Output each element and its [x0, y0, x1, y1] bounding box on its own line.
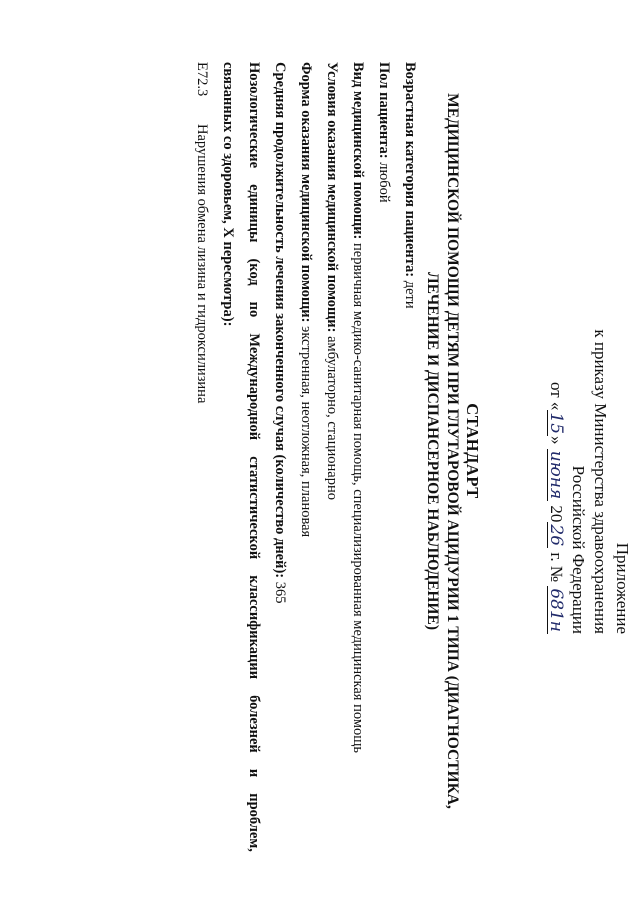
- nosology-word: (код: [246, 258, 262, 286]
- document-subtitle-line1: МЕДИЦИНСКОЙ ПОМОЩИ ДЕТЯМ ПРИ ГЛУТАРОВОЙ АЦИДУРИИ 1 ТИПА (ДИАГНОСТИКА,: [444, 93, 461, 809]
- nosology-word: болезней: [246, 695, 262, 753]
- nosology-heading-line1: [245, 62, 262, 852]
- nosology-word: Нозологические: [246, 62, 262, 169]
- field-label: Условия оказания медицинской помощи:: [324, 62, 340, 333]
- nosology-word: Международной: [246, 333, 262, 441]
- field-care-type: [349, 62, 366, 753]
- field-value: дети: [402, 280, 418, 309]
- field-treatment-duration: [271, 62, 288, 604]
- order-date-line: [546, 382, 566, 634]
- field-care-form: [297, 62, 314, 537]
- field-value: первичная медико-санитарная помощь, специализированная медицинская помощь: [350, 243, 366, 754]
- nosology-word: классификации: [246, 575, 262, 680]
- ministry-country: Российской Федерации: [569, 465, 588, 634]
- icd-code: E72.3: [194, 62, 210, 97]
- appendix-label: Приложение: [613, 542, 632, 634]
- nosology-word: по: [246, 301, 262, 318]
- nosology-heading-line2: связанных со здоровьем, X пересмотра):: [220, 62, 236, 327]
- document-title: СТАНДАРТ: [463, 403, 482, 499]
- date-month: июня: [546, 450, 566, 500]
- nosology-word: и: [246, 768, 262, 778]
- date-year: 26: [546, 524, 566, 547]
- date-day: 15: [546, 412, 566, 435]
- date-prefix: от «: [547, 381, 566, 411]
- field-age-category: [401, 62, 418, 309]
- field-label: Возрастная категория пациента:: [402, 62, 418, 278]
- field-label: Средняя продолжительность лечения законченного случая (количество дней):: [272, 62, 288, 579]
- field-value: амбулаторно, стационарно: [324, 336, 340, 500]
- field-value: экстренная, неотложная, плановая: [298, 326, 314, 538]
- nosology-word: единицы: [246, 184, 262, 243]
- field-care-conditions: [323, 62, 340, 500]
- field-label: Вид медицинской помощи:: [350, 62, 366, 240]
- icd-name: Нарушения обмена лизина и гидроксилизина: [194, 124, 210, 404]
- order-number: 681н: [546, 588, 566, 632]
- date-mid: »: [547, 436, 566, 445]
- field-value: любой: [376, 162, 392, 203]
- field-label: Пол пациента:: [376, 62, 392, 159]
- date-suffix: г. №: [547, 552, 566, 583]
- document-subtitle-line2: ЛЕЧЕНИЕ И ДИСПАНСЕРНОЕ НАБЛЮДЕНИЕ): [424, 272, 441, 630]
- nosology-word: проблем,: [246, 793, 262, 852]
- field-label: Форма оказания медицинской помощи:: [298, 62, 314, 323]
- nosology-word: статистической: [246, 456, 262, 560]
- nosology-code-row: [193, 62, 210, 403]
- field-value: 365: [272, 581, 288, 604]
- order-reference: к приказу Министерства здравоохранения: [591, 329, 610, 634]
- field-sex: [375, 62, 392, 203]
- date-year-prefix: 20: [547, 505, 566, 523]
